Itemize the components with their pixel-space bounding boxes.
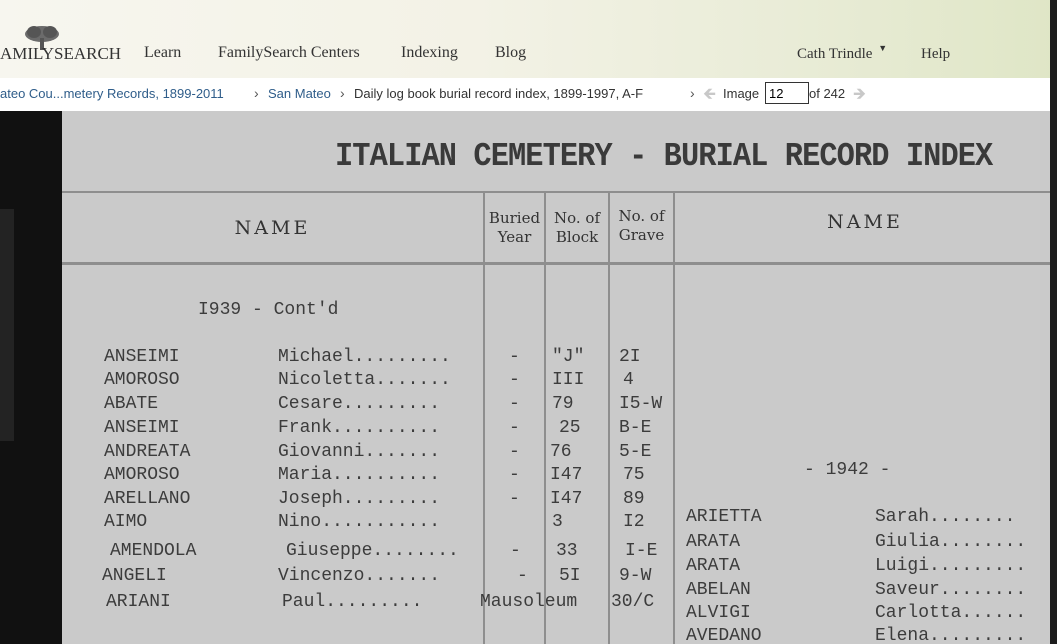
buried-year-cell: -	[509, 489, 520, 509]
given-name-cell: Luigi.........	[875, 556, 1027, 576]
surname-cell: AMOROSO	[104, 465, 180, 485]
given-name-cell: Joseph.........	[278, 489, 441, 509]
block-number-cell: III	[552, 370, 585, 390]
film-edge-mark	[0, 209, 14, 441]
record-image	[62, 111, 1050, 644]
given-name-cell: Maria..........	[278, 465, 441, 485]
image-number-input[interactable]	[765, 82, 809, 104]
given-name-cell: Michael.........	[278, 347, 451, 367]
chevron-right-icon: ›	[340, 85, 345, 101]
header-grave-line2: Grave	[618, 226, 665, 244]
given-name-cell: Vincenzo.......	[278, 566, 441, 586]
user-name: Cath Trindle	[797, 46, 873, 62]
surname-cell: ANDREATA	[104, 442, 191, 462]
given-name-cell: Giulia........	[875, 532, 1027, 552]
surname-cell: ARELLANO	[104, 489, 191, 509]
chevron-right-icon: ›	[690, 85, 695, 101]
surname-cell: AVEDANO	[686, 626, 762, 644]
column-divider	[608, 193, 610, 644]
given-name-cell: Giuseppe........	[286, 541, 459, 561]
given-name-cell: Carlotta......	[875, 603, 1027, 623]
header-buried-line1: Buried	[488, 209, 541, 227]
breadcrumb-current: Daily log book burial record index, 1899-1997, A-F	[354, 86, 644, 101]
grave-number-cell: 75	[623, 465, 645, 485]
header-block-line1: No. of	[553, 209, 600, 227]
image-label: Image	[723, 86, 760, 101]
given-name-cell: Nicoletta.......	[278, 370, 451, 390]
nav-indexing[interactable]: Indexing	[401, 44, 458, 61]
surname-cell: ARIANI	[106, 592, 171, 612]
document-title: ITALIAN CEMETERY - BURIAL RECORD INDEX	[335, 138, 993, 175]
block-number-cell: I47	[550, 489, 583, 509]
grave-number-cell: 9-W	[619, 566, 652, 586]
site-header	[0, 0, 1057, 78]
block-number-cell: 3	[552, 512, 563, 532]
grave-number-cell: I2	[623, 512, 645, 532]
surname-cell: AIMO	[104, 512, 148, 532]
buried-year-cell: -	[509, 370, 520, 390]
buried-year-cell: -	[517, 566, 528, 586]
buried-year-cell: -	[509, 465, 520, 485]
surname-cell: AMOROSO	[104, 370, 180, 390]
header-buried-year	[485, 209, 544, 247]
surname-cell: ARATA	[686, 532, 741, 552]
surname-cell: ANSEIMI	[104, 418, 180, 438]
header-grave-line1: No. of	[618, 207, 665, 225]
buried-year-cell: Mausoleum	[480, 592, 578, 612]
given-name-cell: Frank..........	[278, 418, 441, 438]
header-buried-line2: Year	[497, 228, 532, 246]
breadcrumb	[0, 78, 1050, 112]
section-year-label: I939 - Cont'd	[198, 300, 339, 320]
surname-cell: ALVIGI	[686, 603, 751, 623]
block-number-cell: "J"	[552, 347, 585, 367]
surname-cell: ARIETTA	[686, 507, 762, 527]
grave-number-cell: I5-W	[619, 394, 663, 414]
grave-number-cell: 4	[623, 370, 634, 390]
previous-image-arrow-icon[interactable]: 🡸	[703, 86, 716, 103]
grave-number-cell: 89	[623, 489, 645, 509]
surname-cell: AMENDOLA	[110, 541, 197, 561]
given-name-cell: Paul.........	[282, 592, 423, 612]
scrollbar-edge	[1050, 0, 1057, 644]
familysearch-logo[interactable]: AMILYSEARCH	[0, 44, 122, 63]
surname-cell: ANGELI	[102, 566, 167, 586]
grave-number-cell: 30/C	[611, 592, 655, 612]
header-name-right: NAME	[827, 211, 903, 233]
table-top-rule	[62, 191, 1050, 193]
surname-cell: ARATA	[686, 556, 741, 576]
surname-cell: ABATE	[104, 394, 159, 414]
nav-blog[interactable]: Blog	[495, 44, 527, 61]
block-number-cell: I47	[550, 465, 583, 485]
table-header-rule	[62, 262, 1050, 265]
buried-year-cell: -	[509, 442, 520, 462]
grave-number-cell: B-E	[619, 418, 652, 438]
given-name-cell: Nino...........	[278, 512, 441, 532]
header-grave	[610, 207, 673, 245]
block-number-cell: 5I	[559, 566, 581, 586]
grave-number-cell: 2I	[619, 347, 641, 367]
block-number-cell: 76	[550, 442, 572, 462]
surname-cell: ABELAN	[686, 580, 751, 600]
buried-year-cell: -	[510, 541, 521, 561]
header-name: NAME	[234, 217, 311, 239]
nav-familysearch-centers[interactable]: FamilySearch Centers	[218, 44, 360, 61]
buried-year-cell: -	[509, 347, 520, 367]
block-number-cell: 33	[556, 541, 578, 561]
image-viewer[interactable]	[0, 111, 1050, 644]
buried-year-cell: -	[509, 394, 520, 414]
breadcrumb-san-mateo[interactable]: San Mateo	[268, 86, 331, 101]
chevron-right-icon: ›	[254, 85, 259, 101]
block-number-cell: 25	[559, 418, 581, 438]
given-name-cell: Giovanni.......	[278, 442, 441, 462]
column-divider	[544, 193, 546, 644]
image-total: of 242	[809, 86, 846, 101]
given-name-cell: Saveur........	[875, 580, 1027, 600]
next-image-arrow-icon[interactable]: 🡺	[853, 86, 866, 103]
block-number-cell: 79	[552, 394, 574, 414]
grave-number-cell: 5-E	[619, 442, 652, 462]
given-name-cell: Elena.........	[875, 626, 1027, 644]
surname-cell: ANSEIMI	[104, 347, 180, 367]
help-link[interactable]: Help	[921, 46, 951, 62]
column-divider	[483, 193, 485, 644]
breadcrumb-collection[interactable]: ateo Cou...metery Records, 1899-2011	[0, 86, 224, 101]
nav-learn[interactable]: Learn	[144, 44, 182, 61]
given-name-cell: Cesare.........	[278, 394, 441, 414]
header-block-line2: Block	[555, 228, 599, 246]
buried-year-cell: -	[509, 418, 520, 438]
user-menu[interactable]	[797, 43, 888, 63]
header-block	[546, 209, 608, 247]
section-year-label-right: - 1942 -	[804, 460, 891, 480]
grave-number-cell: I-E	[625, 541, 658, 561]
given-name-cell: Sarah........	[875, 507, 1016, 527]
chevron-down-icon: ▼	[878, 43, 888, 53]
column-divider	[673, 193, 675, 644]
